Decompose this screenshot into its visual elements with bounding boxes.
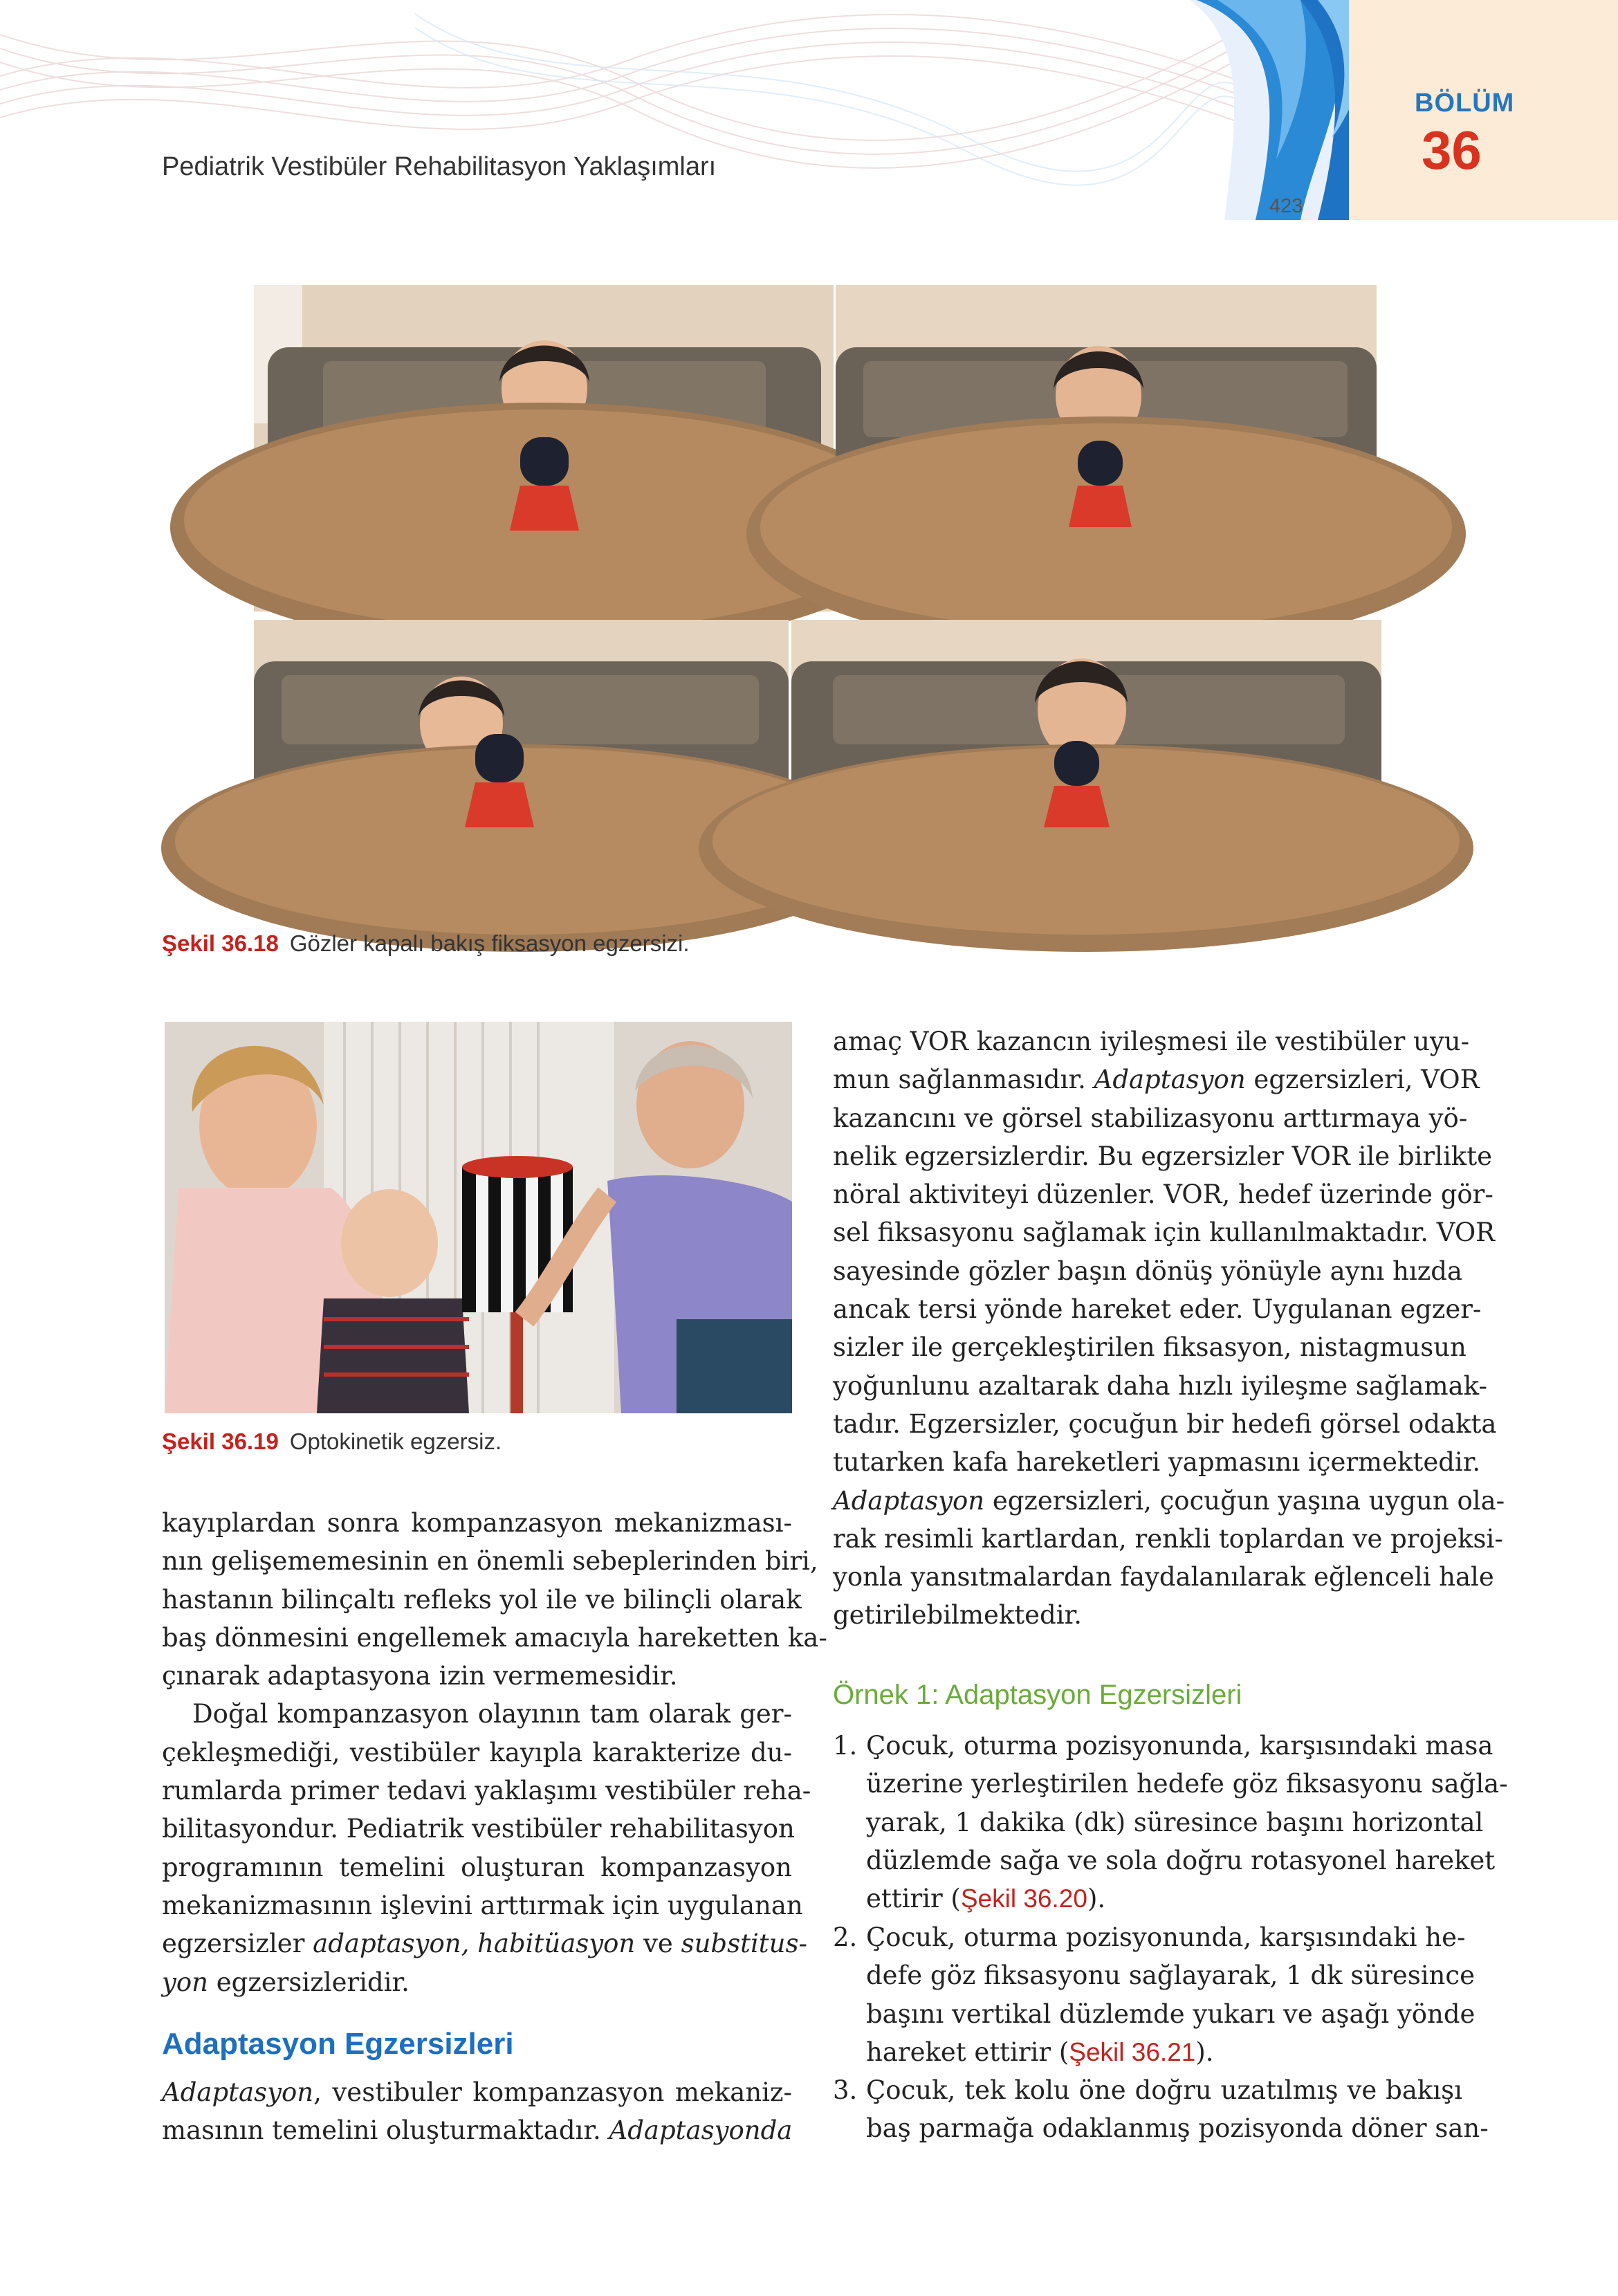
body-line (162, 1963, 792, 2001)
body-line: hastanın bilinçaltı refleks yol ile ve bilinçli olarak (162, 1584, 802, 1615)
list-item (833, 1727, 1508, 1918)
body-line: getirilebilmektedir. (833, 1600, 1082, 1631)
photo-18-top-right (836, 285, 1377, 612)
text-run: masının temelini oluşturmaktadır. (162, 2115, 609, 2146)
body-line: üzerine yerleştirilen hedefe göz fiksasyonu sağla- (866, 1769, 1508, 1799)
page-number: 423 (1269, 195, 1303, 217)
text-run: egzersizler (162, 1929, 313, 1959)
italic-term: substitus- (681, 1929, 807, 1959)
body-line: ancak tersi yönde hareket eder. Uygulanan egzer- (833, 1294, 1482, 1325)
figure-19-text: Optokinetik egzersiz. (289, 1429, 502, 1454)
body-line: nöral aktiviteyi düzenler. VOR, hedef üzerinde gör- (833, 1179, 1493, 1210)
body-line: kayıplardan sonra kompanzasyon mekanizması- (162, 1508, 792, 1538)
body-line: yonla yansıtmalardan faydalanılarak eğlenceli hale (833, 1562, 1494, 1592)
body-line: programının temelini oluşturan kompanzasyon (162, 1852, 792, 1882)
text-run: egzersizleridir. (208, 1967, 410, 1997)
body-line (866, 1880, 1462, 1918)
body-line: rumlarda primer tedavi yaklaşımı vestibüler reha- (162, 1776, 811, 1806)
body-line: sizler ile gerçekleştirilen fiksasyon, nistagmusun (833, 1332, 1467, 1363)
list-item (833, 1918, 1475, 2071)
body-line: kazancını ve görsel stabilizasyonu arttırmaya yö- (833, 1103, 1468, 1133)
text-run: ). (1087, 1884, 1106, 1914)
text-run: mun sağlanmasıdır. (833, 1065, 1094, 1095)
body-line (162, 1925, 807, 1963)
italic-term: Adaptasyon (833, 1485, 985, 1516)
list-number: 3. (833, 2075, 858, 2105)
body-line: düzlemde sağa ve sola doğru rotasyonel hareket (866, 1845, 1496, 1875)
body-line: Çocuk, tek kolu öne doğru uzatılmış ve bakışı (866, 2075, 1462, 2105)
body-line: baş parmağa odaklanmış pozisyonda döner san- (866, 2113, 1489, 2144)
figure-18-caption (162, 930, 690, 957)
body-line: tutarken kafa hareketleri yapmasını içermektedir. (833, 1447, 1481, 1478)
italic-term: Adaptasyon (162, 2077, 314, 2107)
body-line: nın gelişememesinin en önemli sebeplerinden biri, (162, 1546, 818, 1577)
body-line: başını vertikal düzlemde yukarı ve aşağı yönde (866, 1999, 1475, 2029)
section-heading: Adaptasyon Egzersizleri (162, 2027, 514, 2061)
photo-18-top-left (254, 285, 834, 612)
example-heading: Örnek 1: Adaptasyon Egzersizleri (833, 1680, 1242, 1710)
body-line: yarak, 1 dakika (dk) süresince başını horizontal (866, 1807, 1484, 1837)
photo-19-optokinetic (165, 1022, 792, 1413)
body-line: sel fiksasyonu sağlamak için kullanılmaktadır. VOR (833, 1218, 1496, 1248)
body-line: Çocuk, oturma pozisyonunda, karşısındaki masa (866, 1731, 1493, 1761)
body-line: çınarak adaptasyona izin vermemesidir. (162, 1661, 678, 1691)
body-line: tadır. Egzersizler, çocuğun bir hedefi görsel odakta (833, 1408, 1497, 1439)
chapter-label: BÖLÜM (1415, 89, 1515, 118)
italic-term: adaptasyon, habitüasyon (313, 1929, 636, 1959)
body-line: sayesinde gözler başın dönüş yönüyle aynı hızda (833, 1256, 1462, 1286)
text-run: ve (635, 1929, 681, 1959)
text-run: ettirir ( (866, 1884, 961, 1914)
body-line: baş dönmesini engellemek amacıyla hareketten ka- (162, 1622, 827, 1653)
text-run: egzersizleri, VOR (1245, 1065, 1480, 1095)
list-number: 1. (833, 1731, 858, 1761)
text-run: hareket ettirir ( (866, 2037, 1069, 2067)
list-item (833, 2071, 1489, 2148)
italic-term: yon (162, 1967, 209, 1997)
figure-19-label: Şekil 36.19 (162, 1429, 279, 1454)
chapter-number: 36 (1422, 120, 1482, 181)
figure-19-caption (162, 1429, 502, 1455)
body-line (162, 2073, 792, 2111)
running-title: Pediatrik Vestibüler Rehabilitasyon Yaklaşımları (162, 152, 717, 181)
figure-18-label: Şekil 36.18 (162, 930, 279, 956)
body-line: nelik egzersizlerdir. Bu egzersizler VOR ile birlikte (833, 1141, 1492, 1171)
body-line: defe göz fiksasyonu sağlayarak, 1 dk süresince (866, 1960, 1475, 1991)
list-number: 2. (833, 1922, 858, 1952)
figure-ref-link[interactable]: Şekil 36.20 (960, 1884, 1087, 1913)
figure-ref-link[interactable]: Şekil 36.21 (1069, 2037, 1196, 2066)
text-run: ). (1195, 2037, 1214, 2067)
body-line: mekanizmasının işlevini arttırmak için uygulanan (162, 1890, 803, 1920)
body-line (833, 1482, 1505, 1520)
body-line (833, 1060, 1480, 1099)
left-column-text (162, 1504, 827, 2001)
body-line: Doğal kompanzasyon olayının tam olarak ger- (192, 1699, 792, 1729)
left-column-text-2 (162, 2073, 792, 2150)
figure-18-text: Gözler kapalı bakış fiksasyon egzersizi. (289, 930, 690, 956)
body-line: amaç VOR kazancın iyileşmesi ile vestibüler uyu- (833, 1027, 1470, 1056)
body-line (866, 2033, 1462, 2071)
body-line: rak resimli kartlardan, renkli toplardan ve projeksi- (833, 1523, 1503, 1554)
body-line: yoğunlunu azaltarak daha hızlı iyileşme sağlamak- (833, 1370, 1487, 1401)
italic-term: Adaptasyonda (609, 2115, 793, 2146)
body-line: Çocuk, oturma pozisyonunda, karşısındaki he- (866, 1922, 1466, 1952)
body-line: çekleşmediği, vestibüler kayıpla karakterize du- (162, 1737, 792, 1767)
body-line: bilitasyondur. Pediatrik vestibüler rehabilitasyon (162, 1814, 795, 1844)
italic-term: Adaptasyon (1094, 1065, 1246, 1095)
photo-18-bottom-right (791, 620, 1381, 912)
text-run: egzersizleri, çocuğun yaşına uygun ola- (984, 1485, 1505, 1516)
right-column-text (833, 1022, 1505, 1635)
text-run: , vestibuler kompanzasyon mekaniz- (313, 2077, 792, 2107)
body-line (162, 2111, 792, 2149)
